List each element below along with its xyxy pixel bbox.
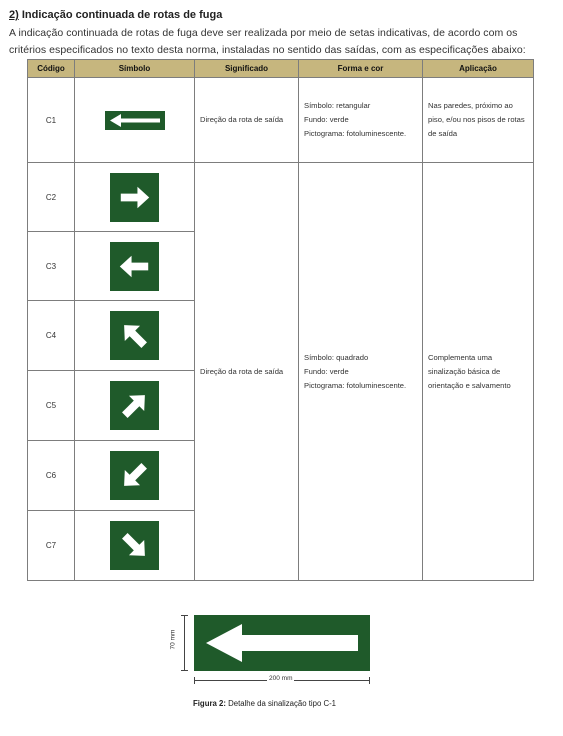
- header-codigo: Código: [28, 60, 75, 78]
- form-cell: [299, 163, 423, 581]
- form-cell: [299, 78, 423, 163]
- code-c1: C1: [28, 78, 75, 163]
- height-dimension-line: [184, 615, 185, 671]
- code-c7: C7: [28, 511, 75, 581]
- form-line: Pictograma: fotoluminescente.: [304, 380, 407, 390]
- symbol-cell: [75, 232, 195, 301]
- arrow-right-icon: [110, 173, 159, 222]
- height-dimension-label: 70 mm: [169, 629, 177, 650]
- symbol-cell: [75, 441, 195, 511]
- header-simbolo: Símbolo: [75, 60, 195, 78]
- table-row: [28, 78, 534, 163]
- form-line: Pictograma: fotoluminescente.: [304, 129, 407, 138]
- figure-c1-detail: [169, 610, 385, 690]
- form-line: Fundo: verde: [304, 366, 349, 376]
- arrow-left-banner-icon: [105, 111, 165, 130]
- code-c5: C5: [28, 371, 75, 441]
- code-c4: C4: [28, 301, 75, 371]
- code-c2: C2: [28, 163, 75, 232]
- arrow-left-sign-large-icon: [194, 615, 370, 671]
- symbol-cell: [75, 301, 195, 371]
- table-row: [28, 163, 534, 232]
- dimension-tick: [181, 615, 188, 616]
- code-c3: C3: [28, 232, 75, 301]
- meaning-cell: Direção da rota de saída: [195, 163, 299, 581]
- table-header-row: [28, 60, 534, 78]
- application-cell: Nas paredes, próximo ao piso, e/ou nos pisos de rotas de saída: [423, 78, 534, 163]
- meaning-cell: Direção da rota de saída: [195, 78, 299, 163]
- code-c6: C6: [28, 441, 75, 511]
- width-dimension-label: 200 mm: [269, 675, 293, 682]
- symbol-cell: [75, 78, 195, 163]
- signage-table: [27, 59, 534, 581]
- header-aplicacao: Aplicação: [423, 60, 534, 78]
- dimension-tick: [194, 677, 195, 684]
- section-heading: [9, 9, 222, 21]
- caption-label: Figura 2:: [193, 699, 226, 708]
- figure-caption: [193, 699, 336, 708]
- application-cell: Complementa uma sinalização básica de orientação e salvamento: [423, 163, 534, 581]
- intro-paragraph: A indicação continuada de rotas de fuga deve ser realizada por meio de setas indicativas, de acordo com os critérios especificados no texto desta norma, instaladas no sentido das saídas, com as especificações abaixo:: [9, 27, 526, 56]
- arrow-up-left-icon: [110, 311, 159, 360]
- symbol-cell: [75, 163, 195, 232]
- arrow-left-icon: [110, 242, 159, 291]
- arrow-down-left-icon: [110, 451, 159, 500]
- symbol-cell: [75, 371, 195, 441]
- header-forma-e-cor: Forma e cor: [299, 60, 423, 78]
- section-number: 2): [9, 9, 19, 21]
- form-line: Símbolo: quadrado: [304, 352, 369, 362]
- form-line: Fundo: verde: [304, 115, 349, 124]
- arrow-down-right-icon: [110, 521, 159, 570]
- dimension-tick: [181, 670, 188, 671]
- dimension-tick: [369, 677, 370, 684]
- arrow-up-right-icon: [110, 381, 159, 430]
- form-line: Símbolo: retangular: [304, 101, 371, 110]
- section-title: Indicação continuada de rotas de fuga: [21, 9, 223, 21]
- caption-text: Detalhe da sinalização tipo C-1: [225, 699, 337, 708]
- header-significado: Significado: [195, 60, 299, 78]
- symbol-cell: [75, 511, 195, 581]
